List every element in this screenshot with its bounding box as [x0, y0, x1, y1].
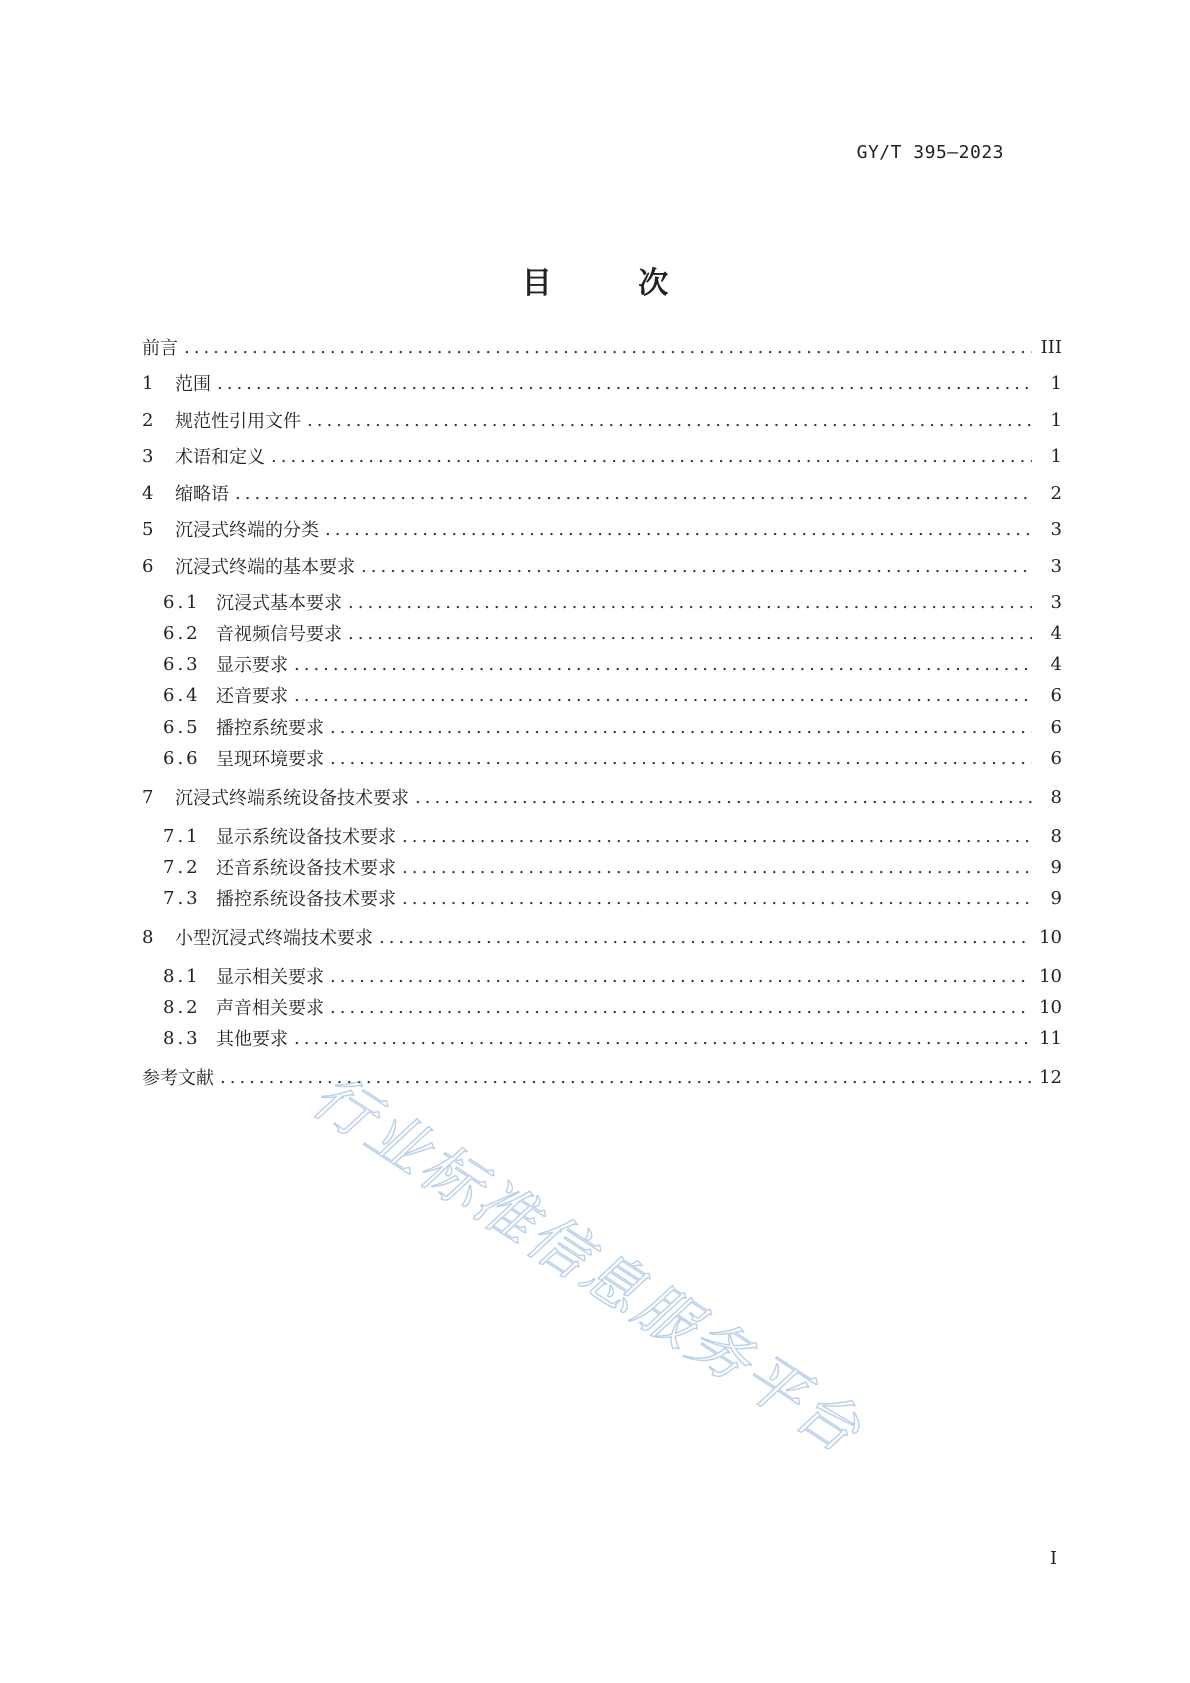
toc-entry-label: 呈现环境要求 [216, 749, 324, 770]
toc-entry-number: 6.2 [163, 622, 201, 644]
page-title: 目 次 [521, 266, 707, 301]
toc-leader-dots [379, 927, 1031, 948]
toc-entry-page: 1 [1050, 372, 1062, 394]
toc-leader-dots [330, 997, 1031, 1018]
toc-entry-number: 7.1 [163, 825, 201, 847]
toc-leader-dots [325, 519, 1032, 540]
toc-entry-page: 1 [1050, 445, 1062, 467]
toc-entry[interactable] [163, 1023, 1062, 1053]
toc-entry-page: 9 [1050, 856, 1062, 878]
toc-entry-number: 6.1 [163, 591, 201, 613]
toc-entry-label: 显示相关要求 [216, 967, 324, 988]
toc-entry[interactable] [163, 587, 1062, 617]
toc-leader-dots [415, 787, 1032, 808]
toc-entry-page: 3 [1050, 518, 1062, 540]
toc-entry-number: 1 [142, 372, 154, 394]
toc-leader-dots [330, 717, 1032, 738]
toc-entry-number: 6.6 [163, 747, 201, 769]
toc-entry-page: 4 [1050, 653, 1062, 675]
toc-entry-label: 播控系统设备技术要求 [216, 889, 396, 910]
toc-entry-label: 沉浸式终端的分类 [175, 520, 319, 541]
toc-leader-dots [217, 373, 1032, 394]
toc-entry-number: 5 [142, 518, 154, 540]
toc-leader-dots [184, 337, 1032, 358]
toc-entry[interactable] [163, 852, 1062, 882]
toc-leader-dots [348, 592, 1032, 613]
toc-entry-label: 其他要求 [216, 1029, 288, 1050]
toc-entry-page: 3 [1050, 555, 1062, 577]
toc-entry-label: 沉浸式基本要求 [216, 593, 342, 614]
toc-entry-page: 6 [1050, 684, 1062, 706]
toc-entry[interactable] [163, 680, 1062, 710]
toc-entry-label: 术语和定义 [175, 447, 265, 468]
toc-entry-page: 2 [1050, 482, 1062, 504]
toc-entry-label: 前言 [142, 338, 178, 359]
toc-entry-page: 12 [1039, 1066, 1062, 1088]
toc-leader-dots [220, 1067, 1031, 1088]
toc-entry[interactable] [163, 649, 1062, 679]
toc-entry[interactable] [163, 618, 1062, 648]
toc-entry-number: 6 [142, 555, 154, 577]
toc-entry[interactable] [142, 1062, 1062, 1092]
toc-entry-label: 音视频信号要求 [216, 624, 342, 645]
toc-entry-number: 8 [142, 926, 154, 948]
toc-entry-page: 11 [1039, 1027, 1062, 1049]
toc-leader-dots [348, 623, 1032, 644]
toc-entry[interactable] [142, 478, 1062, 508]
toc-entry-number: 8.3 [163, 1027, 201, 1049]
toc-entry[interactable] [142, 405, 1062, 435]
toc-leader-dots [402, 826, 1032, 847]
toc-entry-page: 10 [1039, 926, 1062, 948]
page-number: I [1050, 1548, 1058, 1569]
toc-entry-number: 7.3 [163, 887, 201, 909]
toc-entry[interactable] [163, 821, 1062, 851]
watermark-text: 行业标准信息服务平台 [299, 1060, 875, 1469]
toc-entry-label: 显示系统设备技术要求 [216, 827, 396, 848]
toc-entry-label: 声音相关要求 [216, 998, 324, 1019]
toc-entry-label: 缩略语 [175, 484, 229, 505]
toc-leader-dots [307, 410, 1032, 431]
document-code: GY/T 395—2023 [856, 142, 1004, 163]
toc-entry-number: 6.5 [163, 716, 201, 738]
toc-leader-dots [235, 483, 1032, 504]
toc-entry-page: 8 [1050, 786, 1062, 808]
toc-entry-page: 6 [1050, 716, 1062, 738]
toc-leader-dots [294, 1028, 1031, 1049]
toc-entry-number: 8.1 [163, 965, 201, 987]
toc-entry-label: 沉浸式终端系统设备技术要求 [175, 788, 409, 809]
toc-entry-label: 还音系统设备技术要求 [216, 858, 396, 879]
toc-entry-number: 2 [142, 409, 154, 431]
toc-leader-dots [271, 446, 1032, 467]
toc-leader-dots [402, 857, 1032, 878]
toc-entry[interactable] [142, 441, 1062, 471]
toc-entry-page: 6 [1050, 747, 1062, 769]
toc-entry[interactable] [142, 551, 1062, 581]
toc-entry[interactable] [163, 961, 1062, 991]
toc-entry[interactable] [142, 782, 1062, 812]
toc-entry-page: 10 [1039, 965, 1062, 987]
toc-entry-number: 6.4 [163, 684, 201, 706]
toc-entry-page: 3 [1050, 591, 1062, 613]
toc-leader-dots [330, 748, 1032, 769]
toc-entry-number: 8.2 [163, 996, 201, 1018]
toc-entry-label: 规范性引用文件 [175, 411, 301, 432]
toc-entry-page: 8 [1050, 825, 1062, 847]
toc-entry-page: 4 [1050, 622, 1062, 644]
toc-entry-number: 3 [142, 445, 154, 467]
toc-entry-number: 4 [142, 482, 154, 504]
toc-entry-page: 9 [1050, 887, 1062, 909]
toc-entry-page: 10 [1039, 996, 1062, 1018]
toc-entry-label: 播控系统要求 [216, 718, 324, 739]
toc-entry-page: III [1040, 336, 1062, 358]
toc-entry[interactable] [163, 712, 1062, 742]
toc-entry-number: 7.2 [163, 856, 201, 878]
toc-entry[interactable] [163, 743, 1062, 773]
toc-entry-number: 6.3 [163, 653, 201, 675]
toc-entry-label: 小型沉浸式终端技术要求 [175, 928, 373, 949]
toc-entry[interactable] [142, 922, 1062, 952]
toc-leader-dots [402, 888, 1032, 909]
toc-entry-label: 参考文献 [142, 1068, 214, 1089]
toc-entry[interactable] [142, 332, 1062, 362]
toc-leader-dots [330, 966, 1031, 987]
toc-entry[interactable] [163, 992, 1062, 1022]
toc-entry[interactable] [142, 368, 1062, 398]
toc-entry-label: 范围 [175, 374, 211, 395]
toc-entry-page: 1 [1050, 409, 1062, 431]
toc-leader-dots [294, 685, 1032, 706]
toc-entry[interactable] [142, 514, 1062, 544]
toc-entry-label: 显示要求 [216, 655, 288, 676]
toc-entry[interactable] [163, 883, 1062, 913]
toc-entry-number: 7 [142, 786, 154, 808]
toc-leader-dots [361, 556, 1032, 577]
toc-leader-dots [294, 654, 1032, 675]
toc-entry-label: 还音要求 [216, 686, 288, 707]
toc-entry-label: 沉浸式终端的基本要求 [175, 557, 355, 578]
